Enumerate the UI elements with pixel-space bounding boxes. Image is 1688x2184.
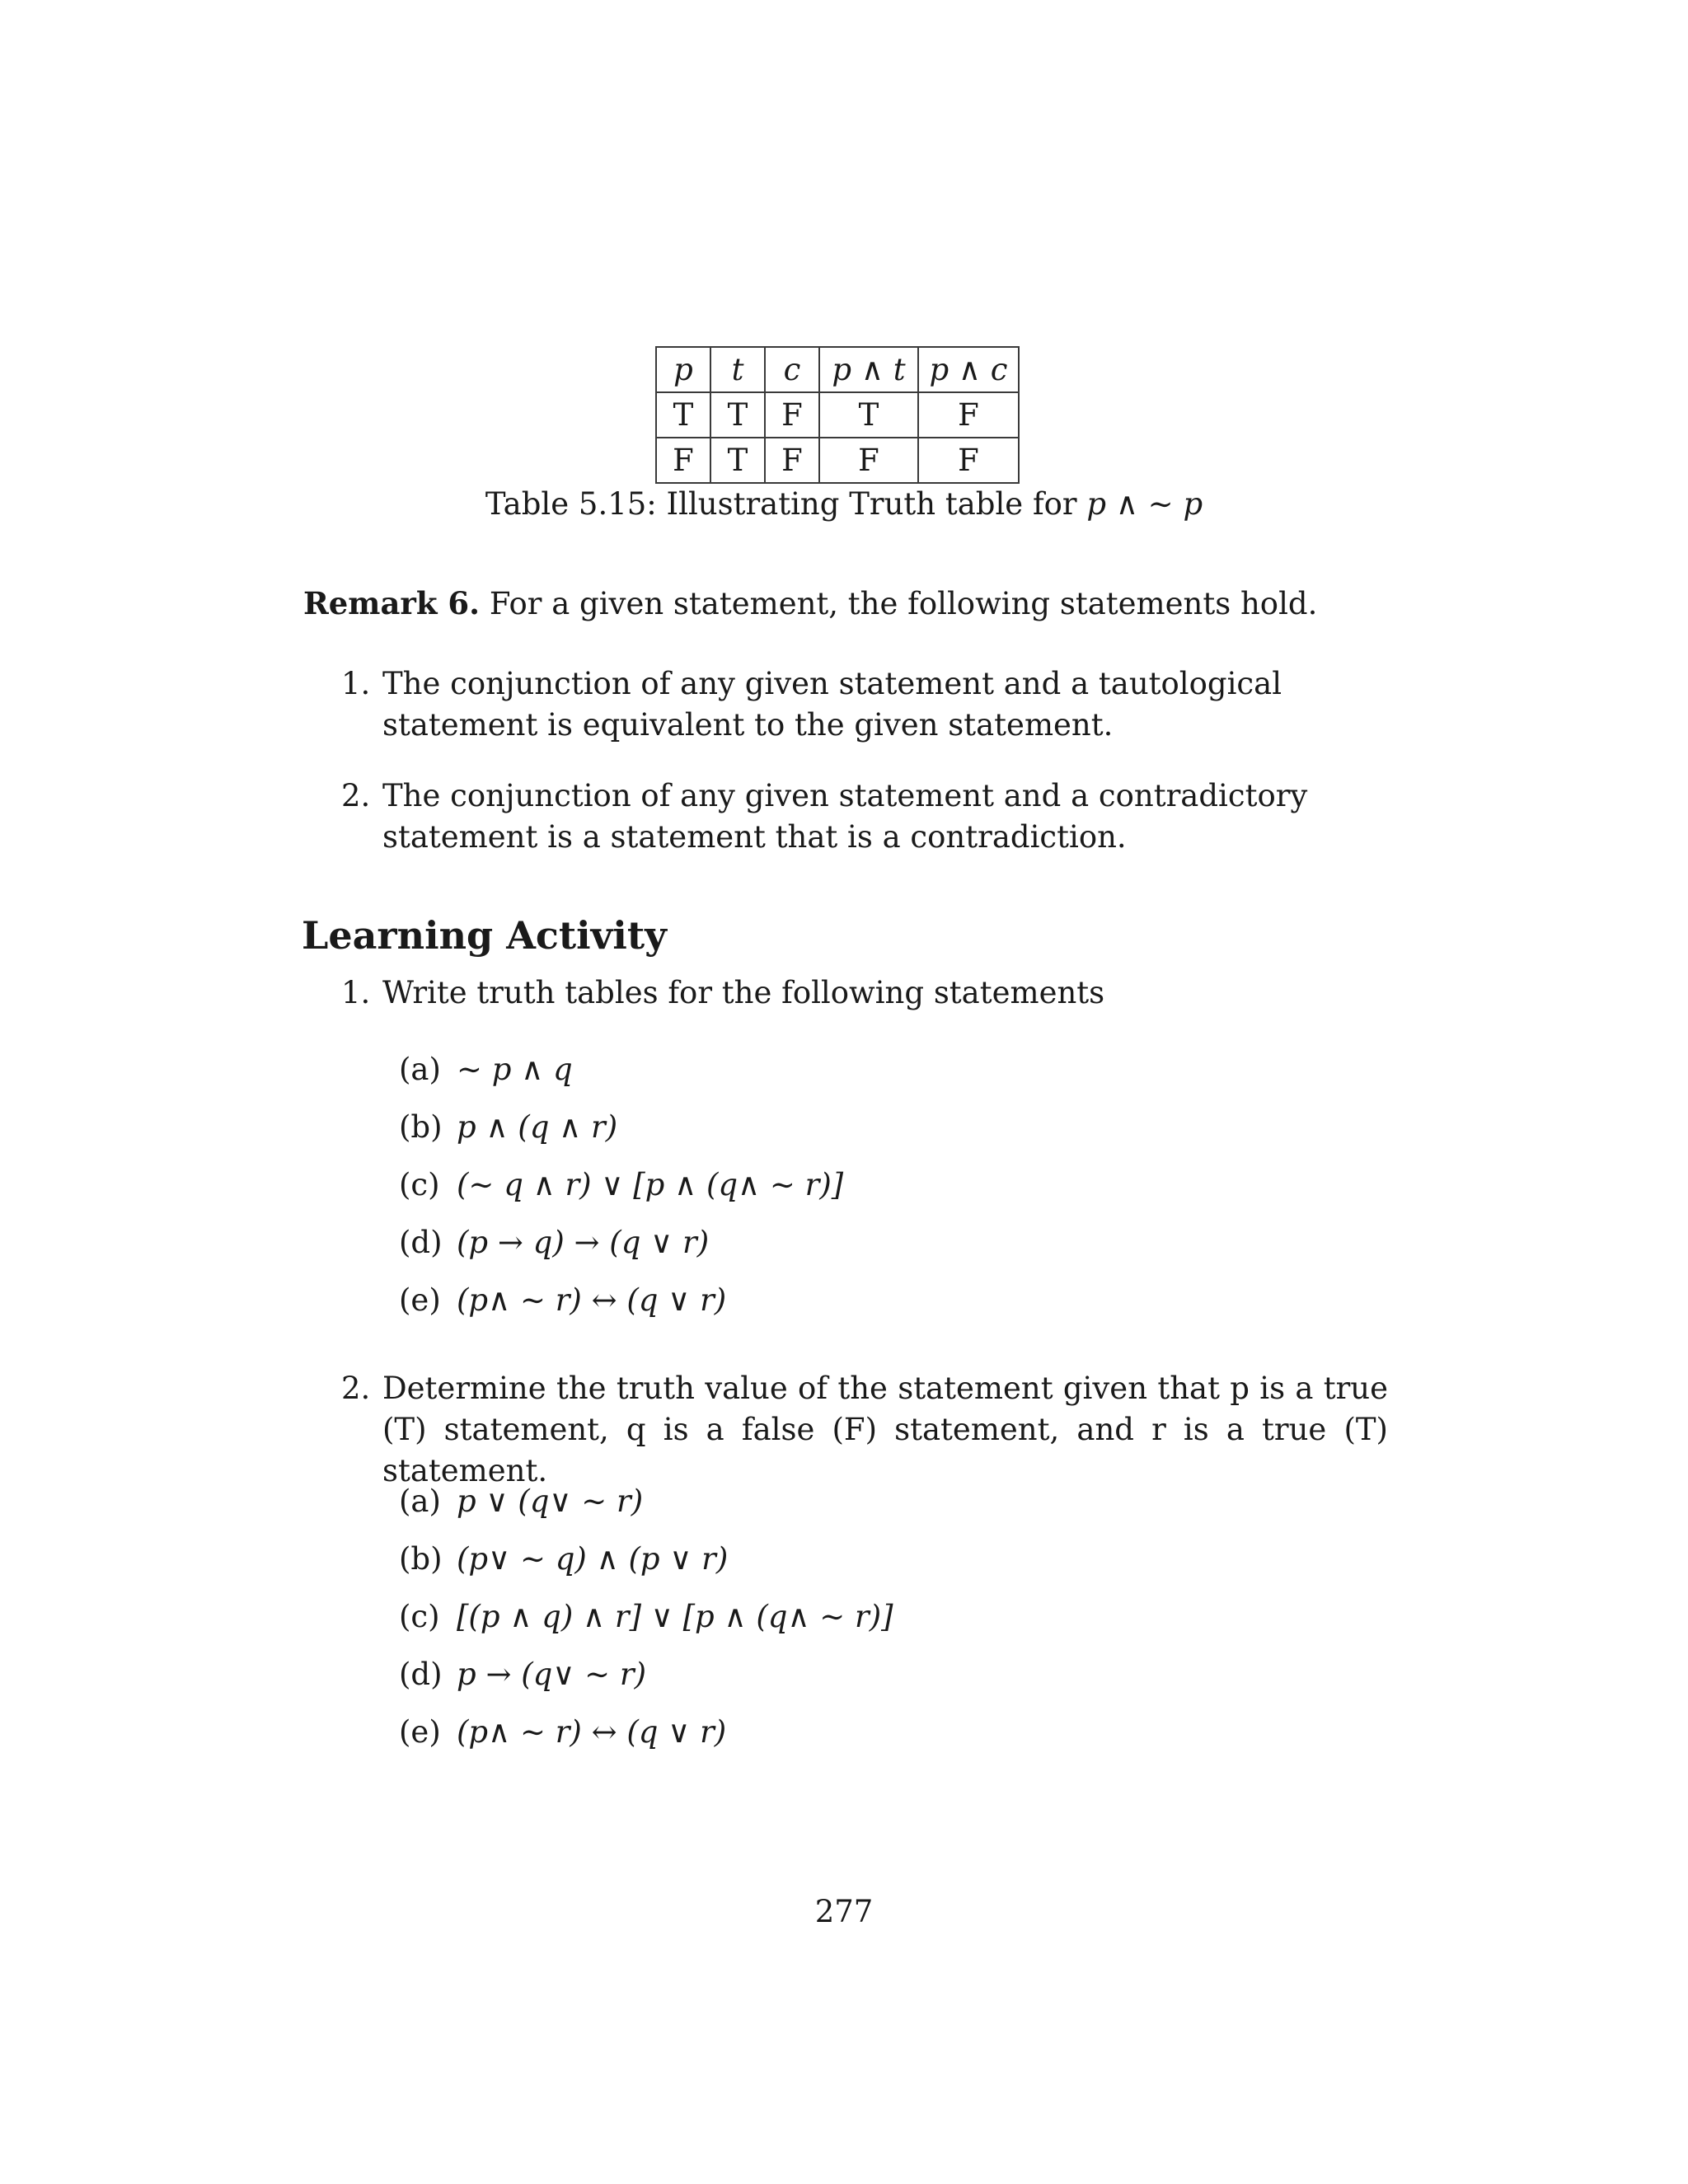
table-header-row [656, 347, 1019, 392]
caption-prefix: Table 5.15: Illustrating Truth table for [485, 486, 1087, 522]
table-cell: F [765, 392, 819, 438]
item-label: (c) [399, 1599, 440, 1634]
list-item [399, 1599, 893, 1634]
list-item [399, 1483, 643, 1519]
table-cell: F [656, 438, 710, 483]
list-item [399, 1714, 726, 1750]
list-item [399, 1541, 728, 1577]
item-label: (b) [399, 1541, 443, 1577]
item-label: (e) [399, 1714, 441, 1750]
item-expression: ∼ p ∧ q [457, 1052, 573, 1087]
table-cell: T [819, 392, 918, 438]
item-expression: p ∨ (q∨ ∼ r) [457, 1483, 644, 1519]
remark-item-number: 1. [341, 666, 371, 701]
truth-table [655, 346, 1020, 484]
item-expression: (p∧ ∼ r) ↔ (q ∨ r) [457, 1282, 727, 1318]
item-label: (a) [399, 1483, 441, 1519]
item-label: (c) [399, 1167, 440, 1202]
caption-expression: p ∧ ∼ p [1086, 486, 1203, 522]
table-cell: T [656, 392, 710, 438]
table-cell: F [765, 438, 819, 483]
item-label: (e) [399, 1282, 441, 1318]
list-item [399, 1282, 726, 1318]
list-item [399, 1167, 843, 1202]
remark-item-text: The conjunction of any given statement and a tautological statement is equivalent to the given statement. [382, 666, 1282, 743]
question-number: 1. [341, 975, 371, 1010]
list-item [399, 1052, 573, 1087]
list-item [399, 1109, 617, 1145]
table-row [656, 438, 1019, 483]
list-item [399, 1657, 646, 1692]
question-text: Write truth tables for the following statements [382, 975, 1105, 1010]
table-header-cell: c [765, 347, 819, 392]
item-expression: p ∧ (q ∧ r) [457, 1109, 618, 1145]
item-expression: (∼ q ∧ r) ∨ [p ∧ (q∧ ∼ r)] [457, 1167, 844, 1202]
table-caption [0, 486, 1688, 522]
table-cell: T [710, 392, 765, 438]
item-label: (a) [399, 1052, 441, 1087]
question-text: Determine the truth value of the statement given that p is a true (T) statement, q is a false (F) statement, and r is a true (T) statement. [382, 1371, 1388, 1488]
item-expression: [(p ∧ q) ∧ r] ∨ [p ∧ (q∧ ∼ r)] [457, 1599, 893, 1634]
section-heading: Learning Activity [302, 913, 667, 958]
item-expression: (p∨ ∼ q) ∧ (p ∨ r) [457, 1541, 729, 1577]
item-label: (d) [399, 1657, 443, 1692]
table-row [656, 392, 1019, 438]
remark [303, 585, 1391, 621]
item-label: (b) [399, 1109, 443, 1145]
table-header-cell: p ∧ c [918, 347, 1019, 392]
table-header-cell: p ∧ t [819, 347, 918, 392]
remark-item-number: 2. [341, 778, 371, 813]
table-cell: F [819, 438, 918, 483]
remark-label: Remark 6. [303, 585, 481, 621]
table-header-cell: p [656, 347, 710, 392]
question-number: 2. [341, 1371, 371, 1406]
page-number: 277 [814, 1894, 874, 1929]
table-cell: F [918, 438, 1019, 483]
table-cell: F [918, 392, 1019, 438]
item-expression: p → (q∨ ∼ r) [457, 1657, 647, 1692]
table-header-cell: t [710, 347, 765, 392]
item-label: (d) [399, 1225, 443, 1260]
remark-item-text: The conjunction of any given statement and a contradictory statement is a statement that is a contradiction. [382, 778, 1308, 855]
list-item [399, 1225, 709, 1260]
table-cell: T [710, 438, 765, 483]
remark-text: For a given statement, the following statements hold. [480, 586, 1318, 621]
item-expression: (p → q) → (q ∨ r) [457, 1225, 710, 1260]
item-expression: (p∧ ∼ r) ↔ (q ∨ r) [457, 1714, 727, 1750]
